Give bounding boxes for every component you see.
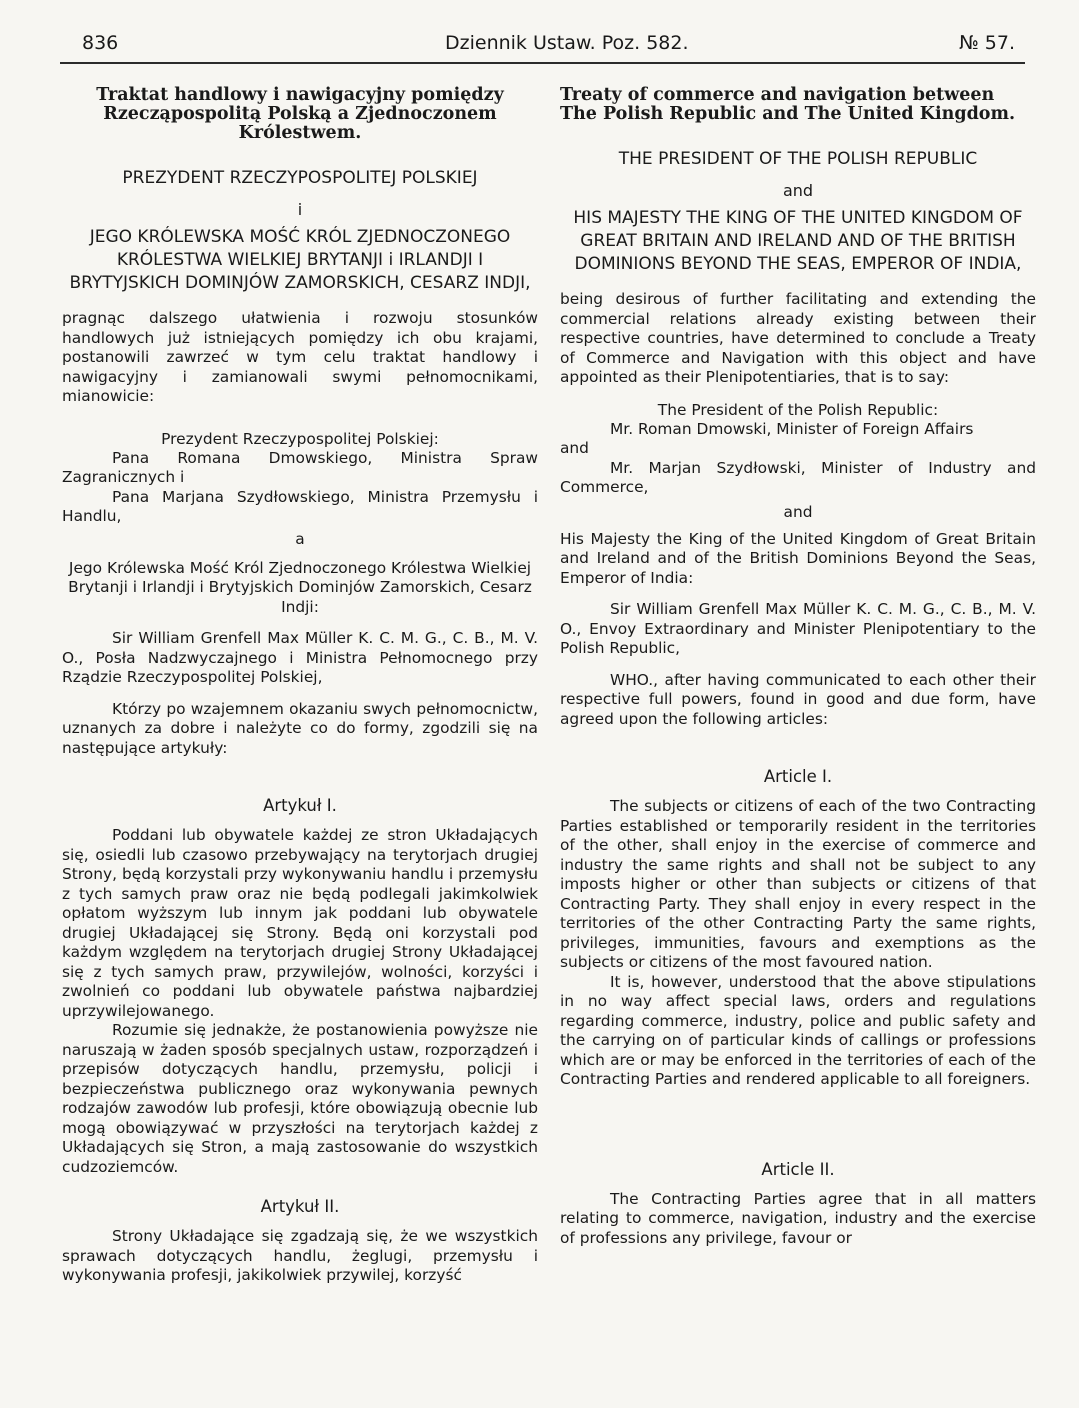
and-en: and xyxy=(782,181,814,200)
page-header xyxy=(60,32,1025,60)
plen-king-en: His Majesty the King of the United Kingdom of Great Britain and Ireland and of the British Dominions Beyond the Seas, Emperor of India: xyxy=(560,529,1036,587)
plen-and-en: and xyxy=(783,502,813,521)
plen-1-pl: Pana Romana Dmowskiego, Ministra Spraw Zagranicznych i xyxy=(62,448,538,486)
plen-president-en: The President of the Polish Republic: xyxy=(657,400,939,419)
header-rule xyxy=(60,62,1025,64)
treaty-title-pl: Traktat handlowy i nawigacyjny pomiędzy Rzecząpospolitą Polską a Zjednoczonem Królestwem. xyxy=(96,85,504,143)
article-1-p1-pl: Poddani lub obywatele każdej ze stron Układających się, osiedli lub czasowo przebywający na terytorjach drugiej Strony, będą korzystali przy wykonywaniu handlu i przemysłu z tych samych praw oraz nie będą podlegali jakimkolwiek opłatom wyższym lub innym jak poddani lub obywatele drugiej Układającej się Strony. Będą oni korzystali pod każdym względem na terytorjach drugiej Strony Układającej się z tych samych praw, przywilejów, wolności, korzyści i zwolnień co poddani lub obywatele państwa najbardziej uprzywilejowanego. xyxy=(62,826,538,1020)
who-pl: Którzy po wzajemnem okazaniu swych pełnomocnictw, uznanych za dobre i należyte co do formy, zgodzili się na następujące artykuły: xyxy=(62,699,538,757)
article-1-p1-en: The subjects or citizens of each of the two Contracting Parties established or temporarily resident in the territories of the other, shall enjoy in the exercise of commerce and industry the same rights and shall not be subject to any imposts higher or other than subjects or citizens of that Contracting Party. They shall enjoy in every respect in the territories of the other Contracting Party the same rights, privileges, immunities, favours and exemptions as the subjects or citizens of the most favoured nation. xyxy=(560,797,1036,971)
plen-1-en: Mr. Roman Dmowski, Minister of Foreign Affairs xyxy=(610,419,974,438)
journal-title: Dziennik Ustaw. Poz. 582. xyxy=(445,32,689,54)
article-2-heading-en: Article II. xyxy=(761,1159,835,1179)
preamble-pl: pragnąc dalszego ułatwienia i rozwoju stosunków handlowych już istniejących pomiędzy ich obu krajami, postanowili zawrzeć w tym celu traktat handlowy i nawigacyjny i zamianowali swymi pełnomocnikami, mianowicie: xyxy=(62,309,538,405)
plen-1b-en: and xyxy=(560,439,589,457)
president-heading-pl: PREZYDENT RZECZYPOSPOLITEJ POLSKIEJ xyxy=(122,168,478,188)
who-en: WHO., after having communicated to each other their respective full powers, found in good and due form, have agreed upon the following articles: xyxy=(560,670,1036,728)
plen-and-pl: a xyxy=(295,529,305,548)
page-number: 836 xyxy=(82,32,119,54)
plen-3-pl: Sir William Grenfell Max Müller K. C. M. G., C. B., M. V. O., Posła Nadzwyczajnego i Ministra Pełnomocnego przy Rządzie Rzeczypospolitej Polskiej, xyxy=(62,629,538,686)
president-heading-en: THE PRESIDENT OF THE POLISH REPUBLIC xyxy=(618,149,978,169)
plen-president-pl: Prezydent Rzeczypospolitej Polskiej: xyxy=(161,429,439,448)
polish-column xyxy=(62,86,538,1286)
article-2-p1-en: The Contracting Parties agree that in all matters relating to commerce, navigation, industry and the exercise of professions any privilege, favour or xyxy=(560,1189,1036,1247)
preamble-en: being desirous of further facilitating and extending the commercial relations already existing between their respective countries, have determined to conclude a Treaty of Commerce and Navigation with this object and have appointed as their Plenipotentiaries, that is to say: xyxy=(560,290,1036,386)
article-1-p2-en: It is, however, understood that the above stipulations in no way affect special laws, orders and regulations regarding commerce, industry, police and public safety and the carrying on of particular kinds of callings or professions which are or may be enforced in the territories of each of the Contracting Parties and rendered applicable to all foreigners. xyxy=(560,972,1036,1088)
plen-2-en: Mr. Marjan Szydłowski, Minister of Industry and Commerce, xyxy=(560,458,1036,496)
and-pl: i xyxy=(297,200,303,219)
king-heading-en: HIS MAJESTY THE KING OF THE UNITED KINGDOM OF GREAT BRITAIN AND IRELAND AND OF THE BRITISH DOMINIONS BEYOND THE SEAS, EMPEROR OF INDIA, xyxy=(573,208,1023,274)
article-1-heading-en: Article I. xyxy=(763,767,833,786)
treaty-title-en: Treaty of commerce and navigation between The Polish Republic and The United Kingdom. xyxy=(560,85,1016,124)
issue-number: № 57. xyxy=(958,32,1015,54)
king-heading-pl: JEGO KRÓLEWSKA MOŚĆ KRÓL ZJEDNOCZONEGO KRÓLESTWA WIELKIEJ BRYTANJI i IRLANDJI I BRYTYJSKICH DOMINJÓW ZAMORSKICH, CESARZ INDJI, xyxy=(69,227,531,293)
plen-king-pl: Jego Królewska Mość Król Zjednoczonego Królestwa Wielkiej Brytanji i Irlandji i Brytyjskich Dominjów Zamorskich, Cesarz Indji: xyxy=(68,558,532,616)
article-2-heading-pl: Artykuł II. xyxy=(260,1197,340,1216)
article-2-p1-pl: Strony Układające się zgadzają się, że we wszystkich sprawach dotyczących handlu, żeglugi, przemysłu i wykonywania profesji, jakikolwiek przywilej, korzyść xyxy=(62,1227,538,1284)
plen-3-en: Sir William Grenfell Max Müller K. C. M. G., C. B., M. V. O., Envoy Extraordinary and Minister Plenipotentiary to the Polish Republic, xyxy=(560,600,1036,657)
english-column xyxy=(560,86,1036,1248)
plen-2-pl: Pana Marjana Szydłowskiego, Ministra Przemysłu i Handlu, xyxy=(62,487,538,525)
article-1-heading-pl: Artykuł I. xyxy=(263,796,337,815)
article-1-p2-pl: Rozumie się jednakże, że postanowienia powyższe nie naruszają w żaden sposób specjalnych ustaw, rozporządzeń i przepisów dotyczących handlu, przemysłu, policji i bezpieczeństwa publicznego oraz wykonywania pewnych rodzajów zawodów lub profesji, które obowiązują obecnie lub mogą obowiązywać w przyszłości na terytorjach każdej z Układających się Stron, a mają zastosowanie do wszystkich cudzoziemców. xyxy=(62,1021,538,1176)
